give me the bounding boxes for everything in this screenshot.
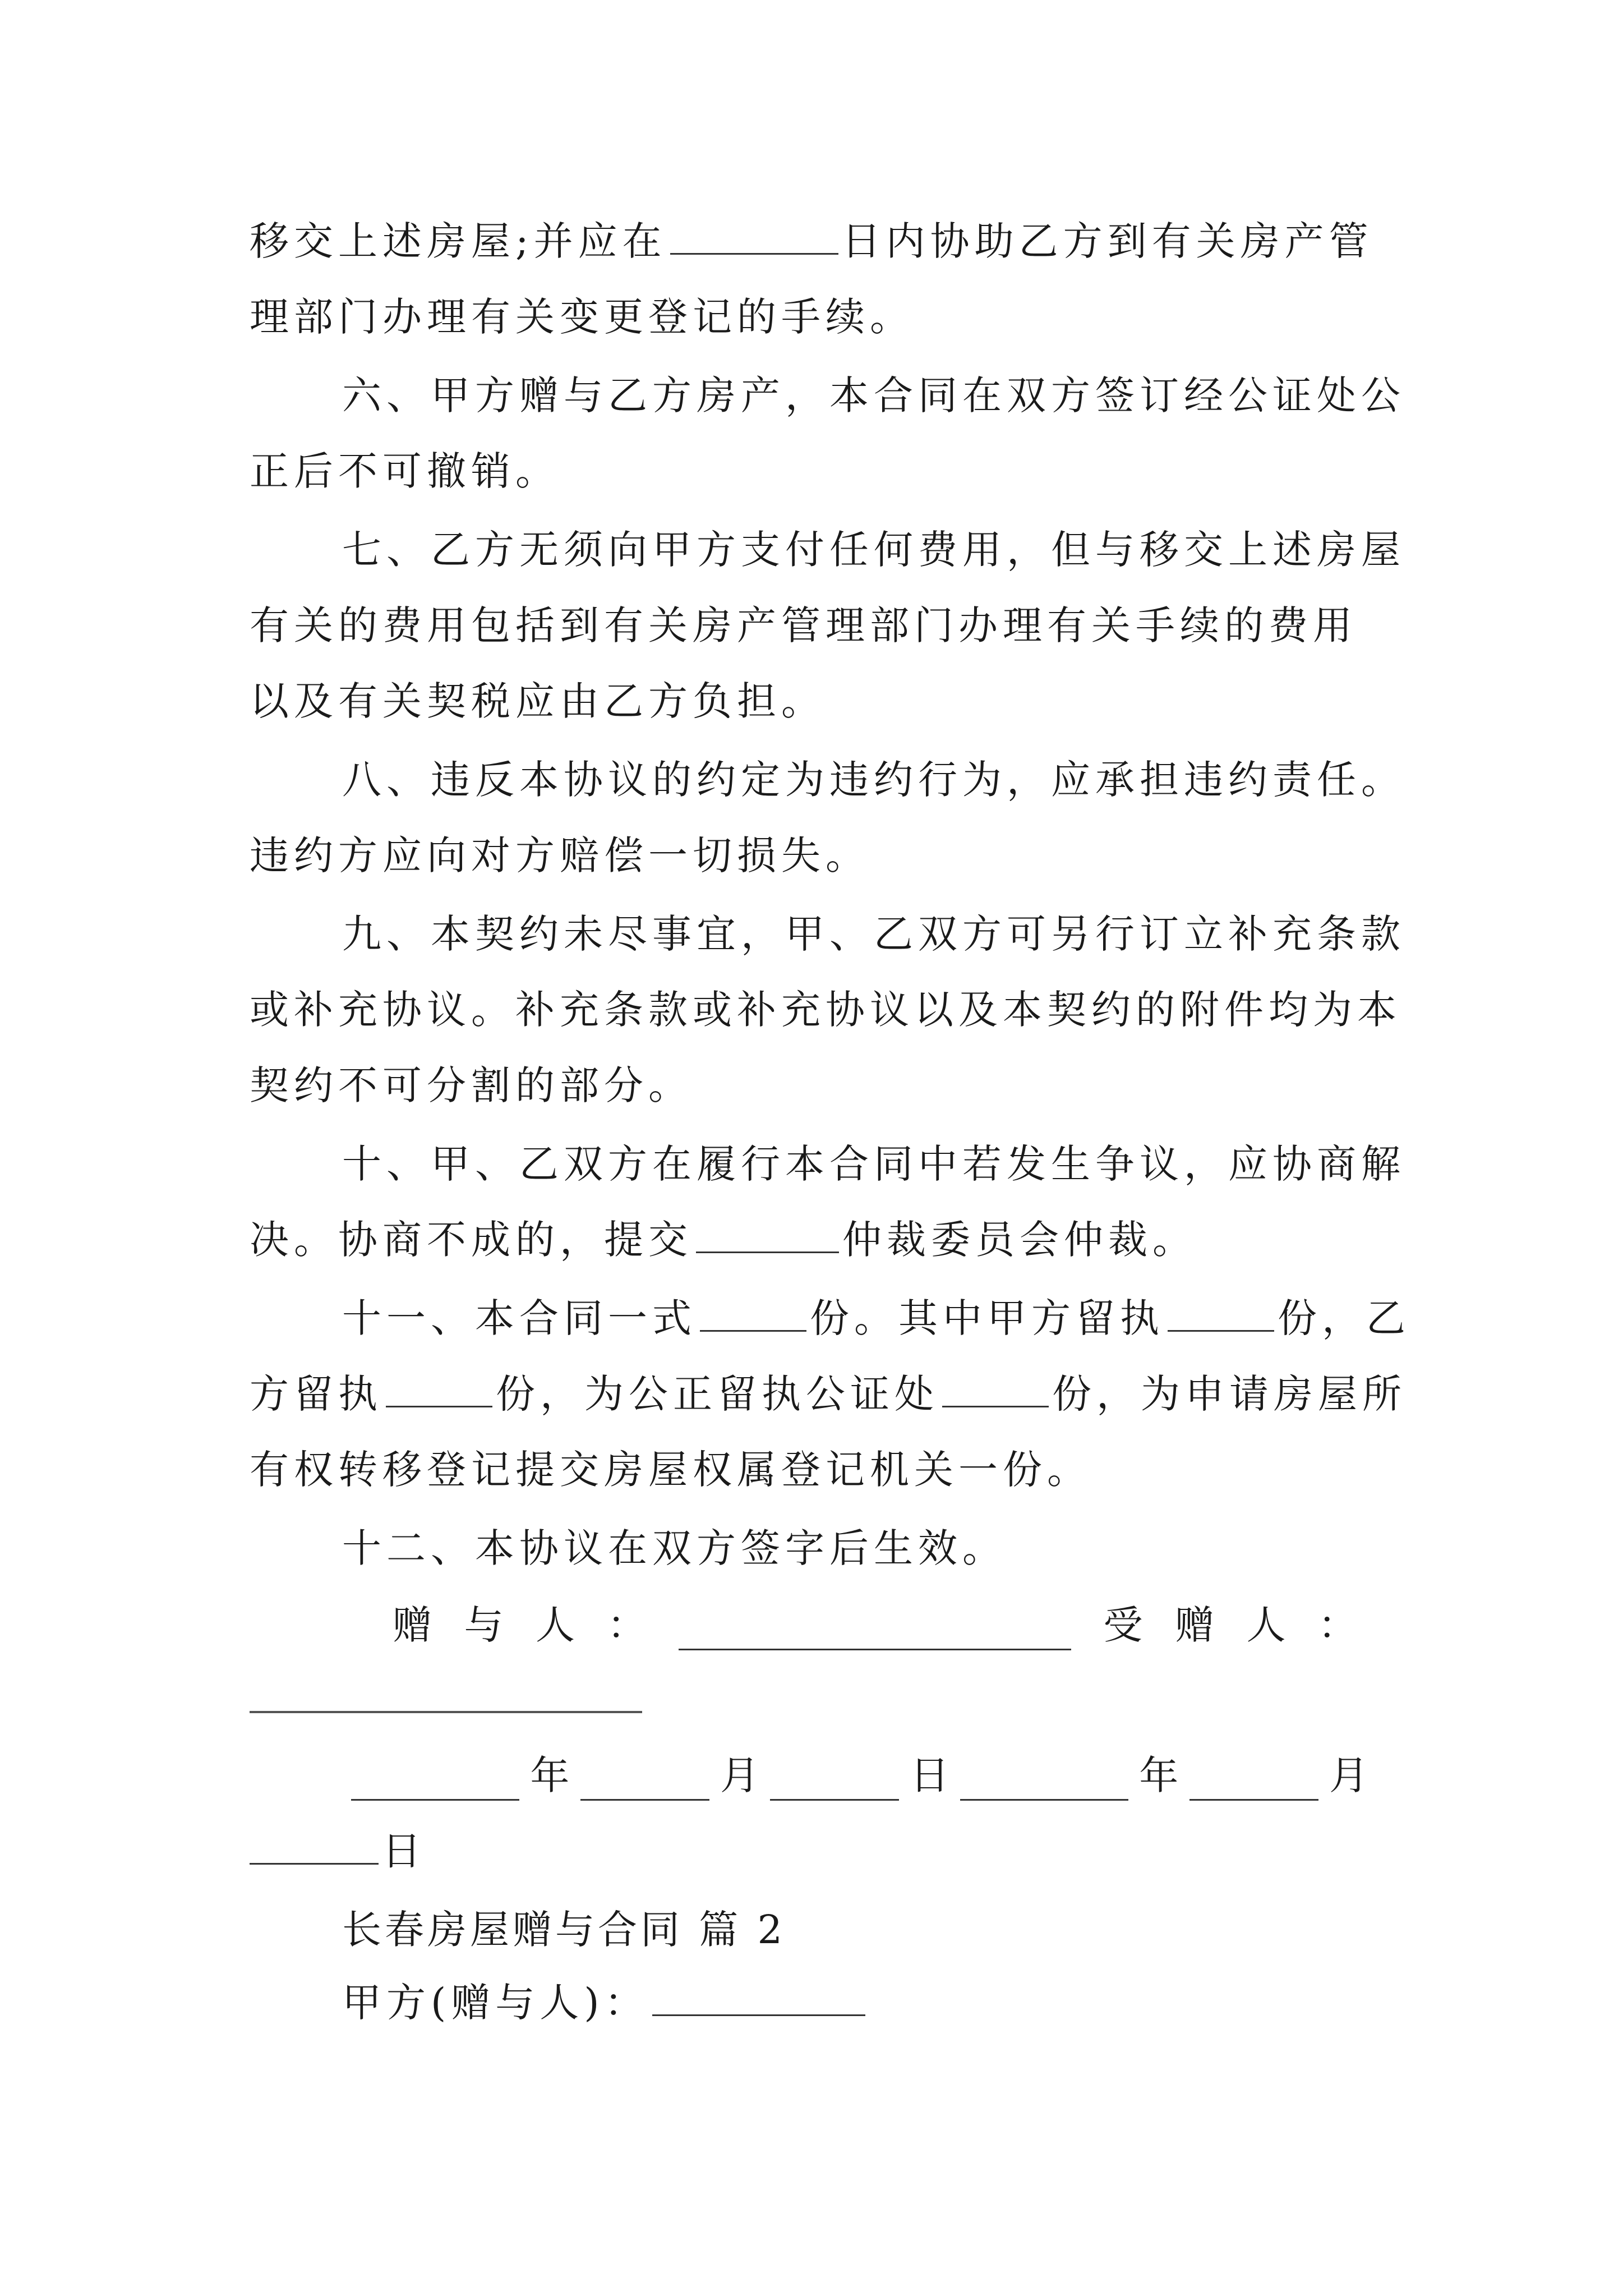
party-a-name-blank[interactable] [652,1978,865,2016]
date-row [348,1750,1368,1801]
signature-char: 受 [1103,1602,1143,1648]
date-label: 月 [1329,1752,1368,1798]
month-blank[interactable] [580,1763,709,1801]
text-segment: 日内协助乙方到有关房产管 [841,218,1373,264]
day-blank[interactable] [770,1763,899,1801]
arbitration-blank[interactable] [696,1216,839,1253]
copies-blank[interactable] [700,1294,806,1332]
date-label: 日 [382,1828,426,1874]
notary-copies-blank[interactable] [942,1370,1049,1407]
month-blank[interactable] [1189,1763,1318,1801]
donee-signature-line[interactable] [250,1711,642,1713]
clause-11-line-3: 有权转移登记提交房屋权属登记机关一份。 [250,1447,1091,1493]
text-line [250,216,1394,266]
date-label: 年 [530,1752,570,1798]
clause-8-line-2: 违约方应向对方赔偿一切损失。 [250,832,870,878]
clause-9-line-1: 九、本契约未尽事宜，甲、乙双方可另行订立补充条款 [342,911,1405,957]
signature-char: ： [1318,1602,1357,1648]
clause-6-line-1: 六、甲方赠与乙方房产，本合同在双方签订经公证处公 [342,372,1405,418]
date-label: 日 [910,1752,949,1798]
clause-12-line: 十二、本协议在双方签字后生效。 [342,1525,1007,1571]
text-segment: 决。协商不成的，提交 [250,1217,693,1263]
donor-signature-line[interactable] [679,1613,1071,1650]
text-line: 理部门办理有关变更登记的手续。 [250,294,914,340]
text-segment: 份，乙 [1278,1295,1410,1341]
date-label: 月 [720,1752,759,1798]
date-label: 年 [1139,1752,1179,1798]
clause-7-line-2: 有关的费用包括到有关房产管理部门办理有关手续的费用 [250,602,1357,648]
signature-char: ： [607,1602,647,1648]
signature-char: 赠 [1175,1602,1214,1648]
party-a-line [342,1977,1486,2028]
text-segment: 份，为公正留执公证处 [496,1371,939,1417]
party-a-copies-blank[interactable] [1168,1294,1274,1332]
text-segment: 十一、本合同一式 [342,1295,697,1341]
year-blank[interactable] [351,1763,519,1801]
signature-char: 人 [536,1602,575,1648]
year-blank[interactable] [960,1763,1128,1801]
signature-char: 与 [464,1602,504,1648]
clause-9-line-3: 契约不可分割的部分。 [250,1062,693,1108]
party-a-label: 甲方(赠与人)： [342,1980,649,2026]
text-segment: 仲裁委员会仲裁。 [842,1217,1197,1263]
signature-char: 赠 [393,1602,432,1648]
clause-9-line-2: 或补充协议。补充条款或补充协议以及本契约的附件均为本 [250,987,1401,1033]
day-blank[interactable] [250,1827,379,1865]
fill-blank[interactable] [670,217,838,255]
signature-row [393,1600,1357,1650]
text-segment: 份。其中甲方留执 [810,1295,1164,1341]
text-segment: 份，为申请房屋所 [1052,1371,1407,1417]
clause-6-line-2: 正后不可撤销。 [250,448,560,494]
clause-10-line-2 [250,1214,1394,1265]
clause-8-line-1: 八、违反本协议的约定为违约行为，应承担违约责任。 [342,757,1405,803]
party-b-copies-blank[interactable] [386,1370,492,1407]
clause-11-line-1 [342,1293,1486,1343]
text-segment: 方留执 [250,1371,382,1417]
text-segment: 移交上述房屋;并应在 [250,218,667,264]
signature-char: 人 [1246,1602,1286,1648]
date-row-continued [250,1826,1394,1876]
section-title: 长春房屋赠与合同 篇 2 [342,1907,786,1953]
clause-11-line-2 [250,1369,1407,1419]
clause-7-line-3: 以及有关契税应由乙方负担。 [250,678,826,724]
clause-7-line-1: 七、乙方无须向甲方支付任何费用，但与移交上述房屋 [342,527,1405,573]
clause-10-line-1: 十、甲、乙双方在履行本合同中若发生争议，应协商解 [342,1141,1405,1187]
